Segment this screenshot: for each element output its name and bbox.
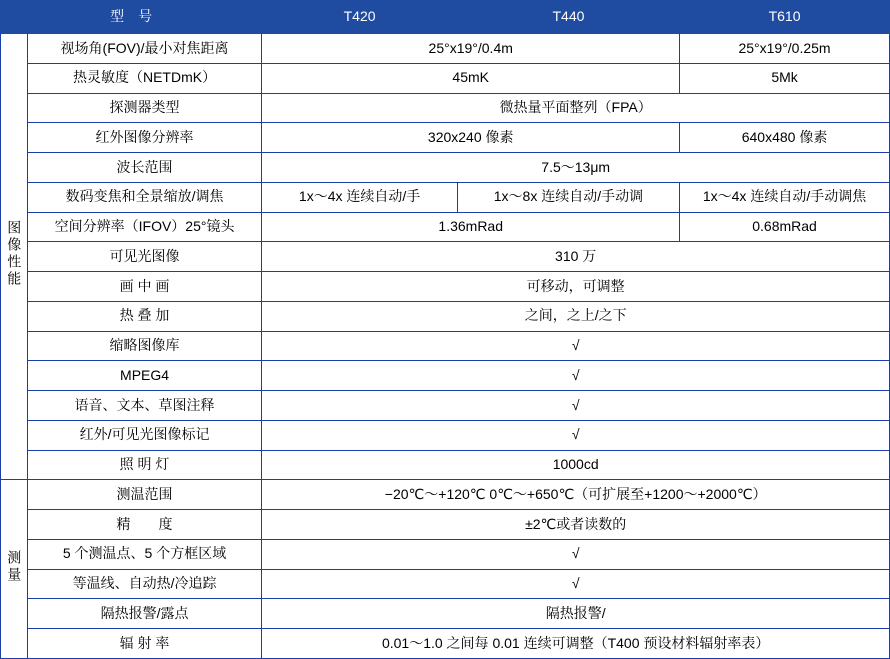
table-row — [1, 361, 890, 391]
row-value: √ — [262, 569, 890, 599]
row-value: 可移动，可调整 — [262, 272, 890, 302]
table-row — [1, 539, 890, 569]
row-label: 等温线、自动热/冷追踪 — [27, 569, 262, 599]
header-col-t610: T610 — [680, 1, 890, 34]
row-label: 画 中 画 — [27, 272, 262, 302]
header-model-label: 型 号 — [1, 1, 262, 34]
row-label: 空间分辨率（IFOV）25°镜头 — [27, 212, 262, 242]
row-label: 波长范围 — [27, 153, 262, 183]
row-value: 7.5～13μm — [262, 153, 890, 183]
table-row — [1, 123, 890, 153]
table-row — [1, 93, 890, 123]
table-row — [1, 450, 890, 480]
row-label: 视场角(FOV)/最小对焦距离 — [27, 34, 262, 64]
row-value: 微热量平面整列（FPA） — [262, 93, 890, 123]
row-value: 1000cd — [262, 450, 890, 480]
row-value: √ — [262, 539, 890, 569]
group-imaging — [1, 34, 28, 480]
row-label: 辐 射 率 — [27, 629, 262, 659]
row-value: 25°x19°/0.4m — [262, 34, 680, 64]
row-value: 1x～8x 连续自动/手动调 — [457, 182, 679, 212]
row-label: 红外/可见光图像标记 — [27, 420, 262, 450]
row-label: 测温范围 — [27, 480, 262, 510]
row-value: 5Mk — [680, 63, 890, 93]
table-row — [1, 34, 890, 64]
row-value: √ — [262, 391, 890, 421]
row-value: 1.36mRad — [262, 212, 680, 242]
row-label: 热灵敏度（NETDmK） — [27, 63, 262, 93]
table-row — [1, 182, 890, 212]
row-value: √ — [262, 361, 890, 391]
table-row — [1, 63, 890, 93]
table-row — [1, 272, 890, 302]
row-label: 缩略图像库 — [27, 331, 262, 361]
table-row — [1, 569, 890, 599]
table-row — [1, 510, 890, 540]
row-value: ±2℃或者读数的 — [262, 510, 890, 540]
row-label: 隔热报警/露点 — [27, 599, 262, 629]
table-row — [1, 629, 890, 659]
row-value: 0.68mRad — [680, 212, 890, 242]
row-value: 隔热报警/ — [262, 599, 890, 629]
table-row — [1, 212, 890, 242]
row-label: 探测器类型 — [27, 93, 262, 123]
row-value: √ — [262, 331, 890, 361]
table-row — [1, 153, 890, 183]
table-row — [1, 331, 890, 361]
row-value: 之间，之上/之下 — [262, 301, 890, 331]
table-row — [1, 242, 890, 272]
header-col-t420: T420 — [262, 1, 457, 34]
row-label: 可见光图像 — [27, 242, 262, 272]
row-value: 0.01～1.0 之间每 0.01 连续可调整（T400 预设材料辐射率表） — [262, 629, 890, 659]
group-measurement — [1, 480, 28, 659]
table-header-row — [1, 1, 890, 34]
row-value: 1x～4x 连续自动/手动调焦 — [680, 182, 890, 212]
table-row — [1, 301, 890, 331]
row-value: −20℃～+120℃ 0℃～+650℃（可扩展至+1200～+2000℃） — [262, 480, 890, 510]
group-measurement-label: 测量 — [6, 549, 23, 584]
row-label: 数码变焦和全景缩放/调焦 — [27, 182, 262, 212]
row-value: 1x～4x 连续自动/手 — [262, 182, 457, 212]
header-col-t440: T440 — [457, 1, 679, 34]
table-row — [1, 391, 890, 421]
row-value: 640x480 像素 — [680, 123, 890, 153]
row-label: 5 个测温点、5 个方框区域 — [27, 539, 262, 569]
row-value: 25°x19°/0.25m — [680, 34, 890, 64]
row-value: 45mK — [262, 63, 680, 93]
table-row — [1, 480, 890, 510]
row-value: 310 万 — [262, 242, 890, 272]
row-label: 照 明 灯 — [27, 450, 262, 480]
group-imaging-label: 图像性能 — [6, 220, 23, 289]
row-label: 红外图像分辨率 — [27, 123, 262, 153]
table-row — [1, 420, 890, 450]
row-label: 热 叠 加 — [27, 301, 262, 331]
row-label: 精 度 — [27, 510, 262, 540]
row-value: 320x240 像素 — [262, 123, 680, 153]
row-value: √ — [262, 420, 890, 450]
table-row — [1, 599, 890, 629]
row-label: 语音、文本、草图注释 — [27, 391, 262, 421]
row-label: MPEG4 — [27, 361, 262, 391]
